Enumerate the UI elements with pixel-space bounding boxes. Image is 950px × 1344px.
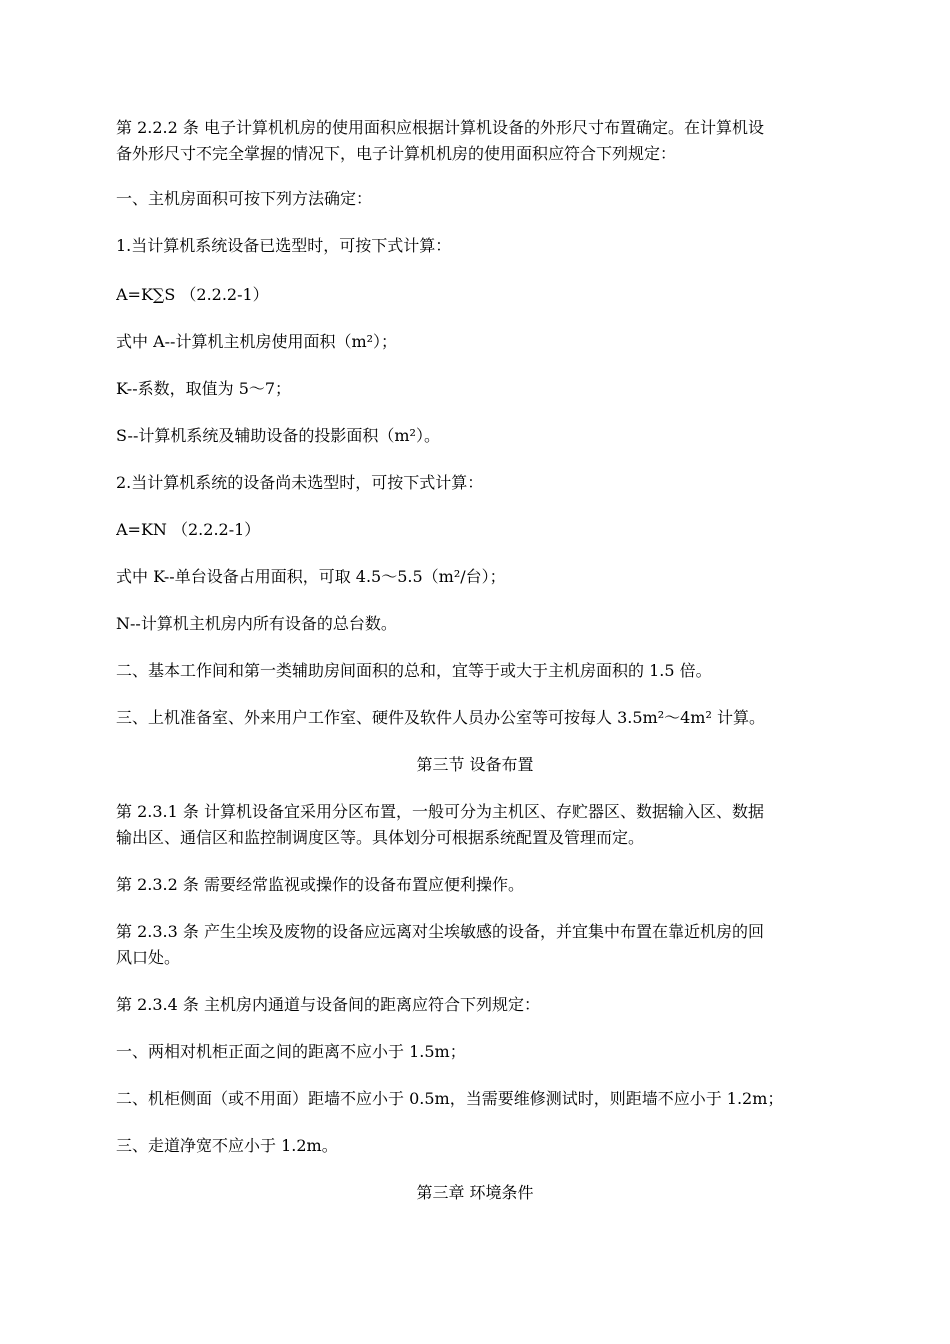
- section-heading-equipment-layout: 第三节 设备布置: [416, 755, 534, 774]
- definition-k: K--系数，取值为 5～7；: [116, 379, 292, 398]
- article-2-3-4: 第 2.3.4 条 主机房内通道与设备间的距离应符合下列规定：: [116, 995, 540, 1014]
- chapter-heading-environment-conditions: 第三章 环境条件: [416, 1183, 534, 1202]
- clause-1-cabinet-front-distance: 一、两相对机柜正面之间的距离不应小于 1.5m；: [116, 1042, 466, 1061]
- item-2-unselected-equipment: 2.当计算机系统的设备尚未选型时，可按下式计算：: [116, 473, 484, 492]
- clause-3-office-area: 三、上机准备室、外来用户工作室、硬件及软件人员办公室等可按每人 3.5m²～4m² 计算。: [116, 708, 765, 727]
- article-2-3-1-line-1: 第 2.3.1 条 计算机设备宜采用分区布置，一般可分为主机区、存贮器区、数据输入区、数据: [116, 802, 764, 821]
- article-2-3-3-line-2: 风口处。: [116, 948, 181, 967]
- article-2-2-2-line-2: 备外形尺寸不完全掌握的情况下，电子计算机机房的使用面积应符合下列规定：: [116, 144, 677, 163]
- article-2-2-2-line-1: 第 2.2.2 条 电子计算机机房的使用面积应根据计算机设备的外形尺寸布置确定。在计算机设: [116, 118, 764, 137]
- clause-2-cabinet-side-distance: 二、机柜侧面（或不用面）距墙不应小于 0.5m，当需要维修测试时，则距墙不应小于 1.2m；: [116, 1089, 784, 1108]
- clause-2-auxiliary-area: 二、基本工作间和第一类辅助房间面积的总和，宜等于或大于主机房面积的 1.5 倍。: [116, 661, 712, 680]
- article-2-3-3-line-1: 第 2.3.3 条 产生尘埃及废物的设备应远离对尘埃敏感的设备，并宜集中布置在靠近机房的回: [116, 922, 764, 941]
- item-1-selected-equipment: 1.当计算机系统设备已选型时，可按下式计算：: [116, 236, 452, 255]
- definition-a: 式中 A--计算机主机房使用面积（m²）；: [116, 332, 398, 351]
- definition-k-unit-area: 式中 K--单台设备占用面积，可取 4.5～5.5（m²/台）；: [116, 567, 506, 586]
- article-2-3-2: 第 2.3.2 条 需要经常监视或操作的设备布置应便利操作。: [116, 875, 524, 894]
- definition-n: N--计算机主机房内所有设备的总台数。: [116, 614, 397, 633]
- formula-a-kn: A=KN （2.2.2-1）: [116, 520, 261, 539]
- clause-3-aisle-width: 三、走道净宽不应小于 1.2m。: [116, 1136, 338, 1155]
- clause-1-main-room-area: 一、主机房面积可按下列方法确定：: [116, 189, 373, 208]
- definition-s: S--计算机系统及辅助设备的投影面积（m²）。: [116, 426, 440, 445]
- article-2-3-1-line-2: 输出区、通信区和监控制调度区等。具体划分可根据系统配置及管理而定。: [116, 828, 645, 847]
- formula-a-k-sum-s: A=K∑S （2.2.2-1）: [116, 285, 269, 304]
